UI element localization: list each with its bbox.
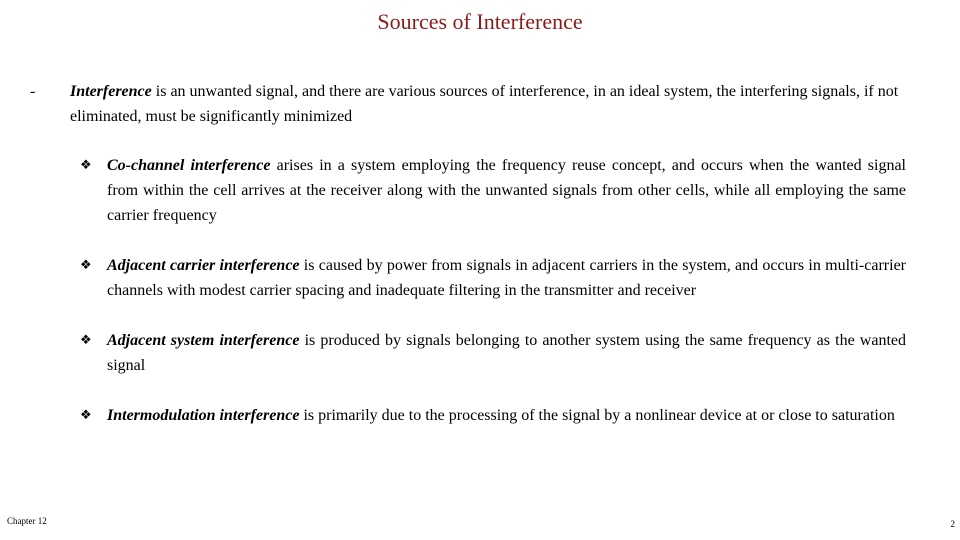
bullet-text: is caused by power from signals in adjacent carriers in the system, and occurs in multi-carrier channels with modest carrier spacing and inadequate filtering in the transmitter and receiver: [107, 257, 906, 299]
bullet-term: Co-channel interference: [107, 157, 271, 174]
dash-marker: -: [30, 83, 36, 100]
bullet-list: [80, 153, 906, 453]
bullet-text: is produced by signals belonging to another system using the same frequency as the wanted signal: [107, 332, 907, 374]
bullet-term: Adjacent carrier interference: [107, 257, 300, 274]
bullet-intermodulation: [80, 403, 906, 428]
bullet-adjacent-system: [80, 328, 906, 378]
bullet-text: is primarily due to the processing of the signal by a nonlinear device at or close to saturation: [299, 407, 895, 424]
diamond-bullet-icon: ❖: [80, 258, 92, 273]
bullet-term: Intermodulation interference: [107, 407, 300, 424]
diamond-bullet-icon: ❖: [80, 158, 92, 173]
diamond-bullet-icon: ❖: [80, 408, 92, 423]
intro-body: is an unwanted signal, and there are various sources of interference, in an ideal system, the interfering signals, if not eliminated, must be significantly minimized: [70, 83, 899, 125]
bullet-co-channel: [80, 153, 906, 228]
intro-paragraph: [30, 80, 910, 129]
intro-text: [70, 80, 910, 129]
chapter-label: Chapter 12: [7, 516, 47, 526]
bullet-term: Adjacent system interference: [107, 332, 300, 349]
diamond-bullet-icon: ❖: [80, 333, 92, 348]
intro-term: Interference: [70, 83, 152, 100]
page-number: 2: [950, 519, 955, 529]
page-title: Sources of Interference: [377, 9, 583, 34]
bullet-adjacent-carrier: [80, 253, 906, 303]
bullet-text: arises in a system employing the frequency reuse concept, and occurs when the wanted signal from within the cell arrives at the receiver along with the unwanted signals from other cells, while all employing the same carrier frequency: [107, 157, 906, 224]
